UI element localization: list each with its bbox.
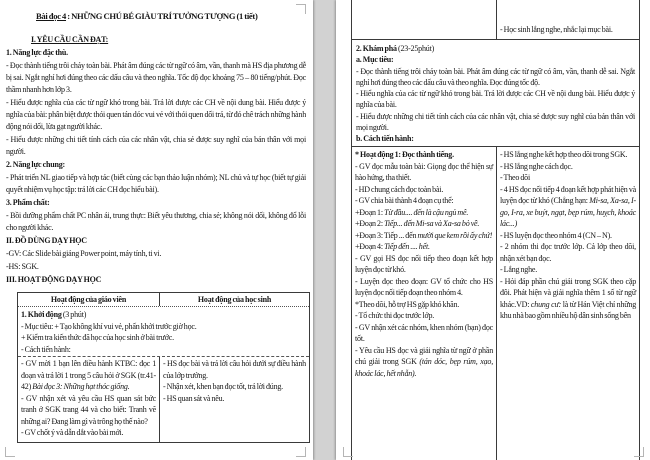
column-header-gv: Hoạt động của giáo viên [18,293,160,306]
hs-paragraph: - HS lắng nghe kết hợp theo dõi trong SGK. [500,150,628,159]
table-header-row [18,293,309,307]
page-margin-mark [296,4,306,14]
kham-pha-muc-tieu-2: - Hiểu nghĩa của các từ ngữ khó trong bài. Trả lời được các CH về nội dung bài. Hiểu được ý nghĩa của bài. [356,89,635,110]
gv-doan-1: +Đoạn 1: Từ đầu.... đến là cậu ngủ mê. [355,207,469,217]
hs-recap-cell [497,0,639,39]
hs-paragraph: - Học sinh lắng nghe, nhắc lại mục bài. [500,25,613,34]
section-heading-do-dung: II. ĐỒ DÙNG DẠY HỌC [6,236,87,245]
gv-paragraph: - Yêu cầu HS đọc và giải nghĩa từ ngữ ở phần chú giải trong SGK (tán dóc, bẹp rúm, xạo, khoác lác, hết nhẵn). [355,345,493,378]
khoi-dong-muc-tieu-2: + Kiểm tra kiến thức đã học của học sinh ở bài trước. [21,333,174,342]
page-margin-mark [5,447,15,457]
lesson-title: Bài đọc 4 : NHỮNG CHÚ BÉ GIÀU TRÍ TƯỞNG TƯỢNG (1 tiết) [36,11,258,21]
paragraph-pham-chat: - Bồi dưỡng phẩm chất PC nhân ái, trung thực: Biết yêu thương, chia sẻ; không nói dối, không đổ lỗi cho người khác. [6,211,306,232]
kham-pha-muc-tieu-heading: a. Mục tiêu: [356,55,394,65]
gv-paragraph: - HD chung cách đọc toàn bài. [355,184,444,194]
page-2 [336,0,650,460]
hoat-dong-1-heading: * Hoạt động 1: Đọc thành tiếng. [355,150,454,159]
gv-activities-cell [352,147,497,460]
activity-kham-pha-title: 2. Khám phá (23-25phút) [356,44,435,53]
khoi-dong-muc-tieu-1: - Mục tiêu: + Tạo không khí vui vẻ, phấn khởi trước giờ học. [21,321,197,331]
hs-paragraph: - 4 HS đọc nối tiếp 4 đoạn kết hợp phát hiện và luyện đọc từ khó (Chẳng hạn: Mi-sa, Xa-sa, I-go, I-ra, xe buýt, ngạt, bẹp rúm, huỵch, khoác lác...) [500,184,636,228]
paragraph-do-dung-hs: -HS: SGK. [6,262,39,271]
page-margin-mark [296,447,306,457]
gv-paragraph: - GV nhận xét và yêu cầu HS quan sát bức tranh ở SGK trang 44 và cho biết: Tranh vẽ những ai? Đang làm gì và trông họ thế nào? [21,393,156,426]
subheading-nang-luc-chung: 2. Năng lực chung: [6,160,65,169]
gv-paragraph: - GV gọi HS đọc nối tiếp theo đoạn kết hợp luyện đọc từ khó. [355,253,493,274]
page1-body [6,6,306,290]
hs-paragraph: - Lắng nghe. [500,265,538,274]
gv-paragraph: - GV chia bài thành 4 đoạn cụ thể: [355,196,454,205]
hs-paragraph: - Hỏi đáp phần chú giải trong SGK theo cặp đôi. Phát hiện và giải nghĩa thêm 1 số từ ngữ khác.VD: chung cư: là từ Hán Việt chỉ những khu nhà bao gồm nhiều hộ dân sinh sống bên [500,276,637,320]
row-khoi-dong [18,307,309,357]
gv-activities-cell [18,357,160,443]
gv-paragraph: - Tổ chức thi đọc trước lớp. [355,311,435,320]
hs-activities-cell [160,357,309,443]
activity-khoi-dong-title: 1. Khởi động (3 phút) [21,310,87,319]
gv-doan-4: +Đoạn 4: Tiếp đến .... hết. [355,242,430,251]
subheading-nang-luc-dac-thu: 1. Năng lực đặc thù. [6,48,68,57]
paragraph-nl-dac-thu-1: - Đọc thành tiếng trôi chảy toàn bài. Phát âm đúng các từ ngữ có âm, vần, thanh mà HS địa phương dễ bị sai. Ngắt nghỉ hơi đúng theo các dấu câu và theo nghĩa. Tốc độ đọc khoảng 75 – 80 tiếng/phút. Đọc thầm nhanh hơn lớp 3. [6,61,306,94]
gv-paragraph: *Theo dõi, hỗ trợ HS gặp khó khăn. [355,299,460,309]
activity-table-page1 [17,292,310,443]
kham-pha-cach-tien-hanh: b. Cách tiến hành: [356,134,414,144]
page-margin-mark [634,447,644,457]
paragraph-nl-chung: - Phát triển NL giao tiếp và hợp tác (biết cùng các bạn thảo luận nhóm); NL chủ và tự học (biết tự giải quyết nhiệm vụ học tập: trả lời các CH đọc hiểu bài). [6,173,306,194]
gv-paragraph: - GV chốt ý và dẫn dắt vào bài mới. [21,428,124,437]
column-header-hs: Hoạt động của học sinh [197,294,272,304]
hs-paragraph: - Theo dõi [500,173,530,182]
row-khoi-dong-activities [18,357,309,443]
paragraph-nl-dac-thu-3: - Hiểu được những chi tiết tính cách của các nhân vật, chia sẻ được suy nghĩ của bản thân với mọi người. [6,135,306,156]
hs-paragraph: - HS luyện đọc theo nhóm 4 (CN – N). [500,230,612,240]
kham-pha-muc-tieu-3: - Hiểu được những chi tiết tính cách của các nhân vật, chia sẻ được suy nghĩ của bản thân với mọi người. [356,111,635,133]
activity-table-page2 [351,0,640,460]
subheading-pham-chat: 3. Phẩm chất: [6,198,50,207]
row-kham-pha [352,40,639,147]
paragraph-nl-dac-thu-2: - Hiểu được nghĩa của các từ ngữ khó trong bài. Trả lời được các CH về nội dung bài. Hiểu được ý nghĩa của bài: phân biệt được thói quen tán dóc vui vẻ với thói quen dối trá, từ đó chê trách những hành động nói dối, lừa gạt người khác. [6,98,306,131]
page-margin-mark [343,447,353,457]
gv-paragraph: - Luyện đọc theo đoạn: GV tổ chức cho HS luyện đọc nối tiếp đoạn theo nhóm 4. [355,276,493,297]
row-kham-pha-activities [352,147,639,460]
gv-doan-2: +Đoạn 2: Tiếp... đến Mi-sa và Xa-sa bỏ về. [355,219,480,228]
section-heading-hoat-dong: III. HOẠT ĐỘNG DẠY HỌC [6,275,102,284]
kham-pha-muc-tieu-1: - Đọc thành tiếng trôi chảy toàn bài. Phát âm đúng các từ ngữ có âm, vần, thanh dễ sai. Ngắt nghỉ hơi đúng theo các dấu câu và theo nghĩa. Đọc đúng tốc độ. [356,66,635,87]
gv-empty-cell [352,0,497,39]
hs-paragraph: - HS quan sát và nêu. [163,393,225,403]
row-carryover [352,0,639,40]
hs-paragraph: - HS đọc bài và trả lời câu hỏi dưới sự điều hành của lớp trưởng. [163,359,306,380]
gv-paragraph: - GV đọc mẫu toàn bài: Giọng đọc thể hiện sự hào hứng, tha thiết. [355,161,493,182]
hs-paragraph: - Nhận xét, khen bạn đọc tốt, trả lời đúng. [163,382,283,391]
hs-paragraph: - 2 nhóm thi đọc trước lớp. Cả lớp theo dõi, nhận xét bạn đọc. [500,242,636,263]
hs-activities-cell [497,147,639,460]
gv-paragraph: - GV mời 1 bạn lên điều hành KTBC: đọc 1 đoạn và trả lời 1 trong 5 câu hỏi ở SGK (tr.41- 42) Bài đọc 3: Những hạt thóc giống. [21,359,156,391]
hs-paragraph: - HS lắng nghe cách đọc. [500,161,573,171]
gv-paragraph: - GV nhận xét các nhóm, khen nhóm (bạn) đọc tốt. [355,322,493,343]
khoi-dong-cach-tien-hanh: - Cách tiến hành: [21,344,71,354]
section-heading-yeu-cau: I. YÊU CẦU CẦN ĐẠT: [31,35,109,44]
page-1 [0,0,313,460]
gv-doan-3: +Đoạn 3: Tiếp ... đến mười que kem rồi ấy chứ! [355,230,493,240]
paragraph-do-dung-gv: -GV: Các Slide bài giảng Power point, máy tính, ti vi. [6,249,162,258]
